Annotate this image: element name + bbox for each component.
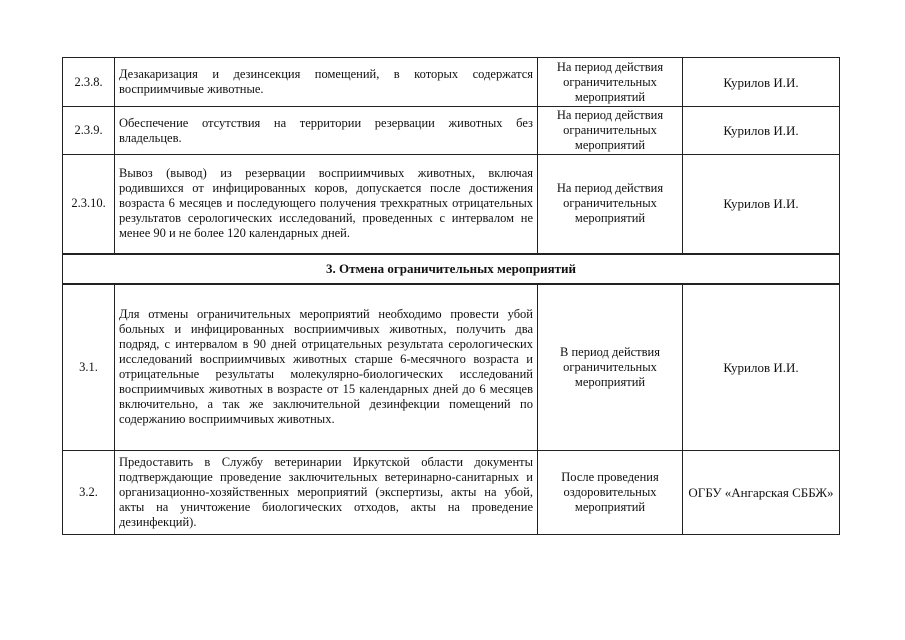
measures-table bbox=[62, 57, 840, 535]
measure-term: На период действия ограничительных мероприятий bbox=[538, 155, 683, 254]
row-number: 2.3.8. bbox=[63, 58, 115, 107]
table-row bbox=[63, 107, 840, 155]
section-title: 3. Отмена ограничительных мероприятий bbox=[63, 254, 840, 284]
section-header-row bbox=[63, 254, 840, 284]
measure-term: На период действия ограничительных мероприятий bbox=[538, 58, 683, 107]
measure-description: Для отмены ограничительных мероприятий необходимо провести убой больных и инфицированных восприимчивых животных, получить два подряд, с интервалом в 90 дней отрицательных результата серологических исследований восприимчивых животных старше 6-месячного возраста и отрицательные результаты молекулярно-биологических исследований восприимчивых животных в возрасте от 15 календарных дней до 6 месяцев включительно, а так же заключительной дезинфекции помещений по содержанию восприимчивых животных. bbox=[115, 284, 538, 451]
table-row bbox=[63, 451, 840, 535]
responsible-person: Курилов И.И. bbox=[683, 58, 840, 107]
responsible-person: Курилов И.И. bbox=[683, 284, 840, 451]
table-row bbox=[63, 58, 840, 107]
row-number: 3.2. bbox=[63, 451, 115, 535]
measure-description: Предоставить в Службу ветеринарии Иркутской области документы подтверждающие проведение заключительных ветеринарно-санитарных и организационно-хозяйственных мероприятий (экспертизы, акты на убой, акты на уничтожение биологических отходов, акты на проведение дезинфекций). bbox=[115, 451, 538, 535]
measure-description: Дезакаризация и дезинсекция помещений, в которых содержатся восприимчивые животные. bbox=[115, 58, 538, 107]
table-row bbox=[63, 155, 840, 254]
measure-term: После проведения оздоровительных мероприятий bbox=[538, 451, 683, 535]
responsible-person: Курилов И.И. bbox=[683, 155, 840, 254]
table-row bbox=[63, 284, 840, 451]
measure-term: На период действия ограничительных мероприятий bbox=[538, 107, 683, 155]
responsible-organization: ОГБУ «Ангарская СББЖ» bbox=[683, 451, 840, 535]
row-number: 2.3.10. bbox=[63, 155, 115, 254]
measure-description: Обеспечение отсутствия на территории резервации животных без владельцев. bbox=[115, 107, 538, 155]
row-number: 3.1. bbox=[63, 284, 115, 451]
row-number: 2.3.9. bbox=[63, 107, 115, 155]
measure-description: Вывоз (вывод) из резервации восприимчивых животных, включая родившихся от инфицированных коров, допускается после достижения возраста 6 месяцев и последующего получения трехкратных отрицательных результатов серологических исследований, проведенных с интервалом не менее 90 и не более 120 календарных дней. bbox=[115, 155, 538, 254]
measure-term: В период действия ограничительных мероприятий bbox=[538, 284, 683, 451]
responsible-person: Курилов И.И. bbox=[683, 107, 840, 155]
